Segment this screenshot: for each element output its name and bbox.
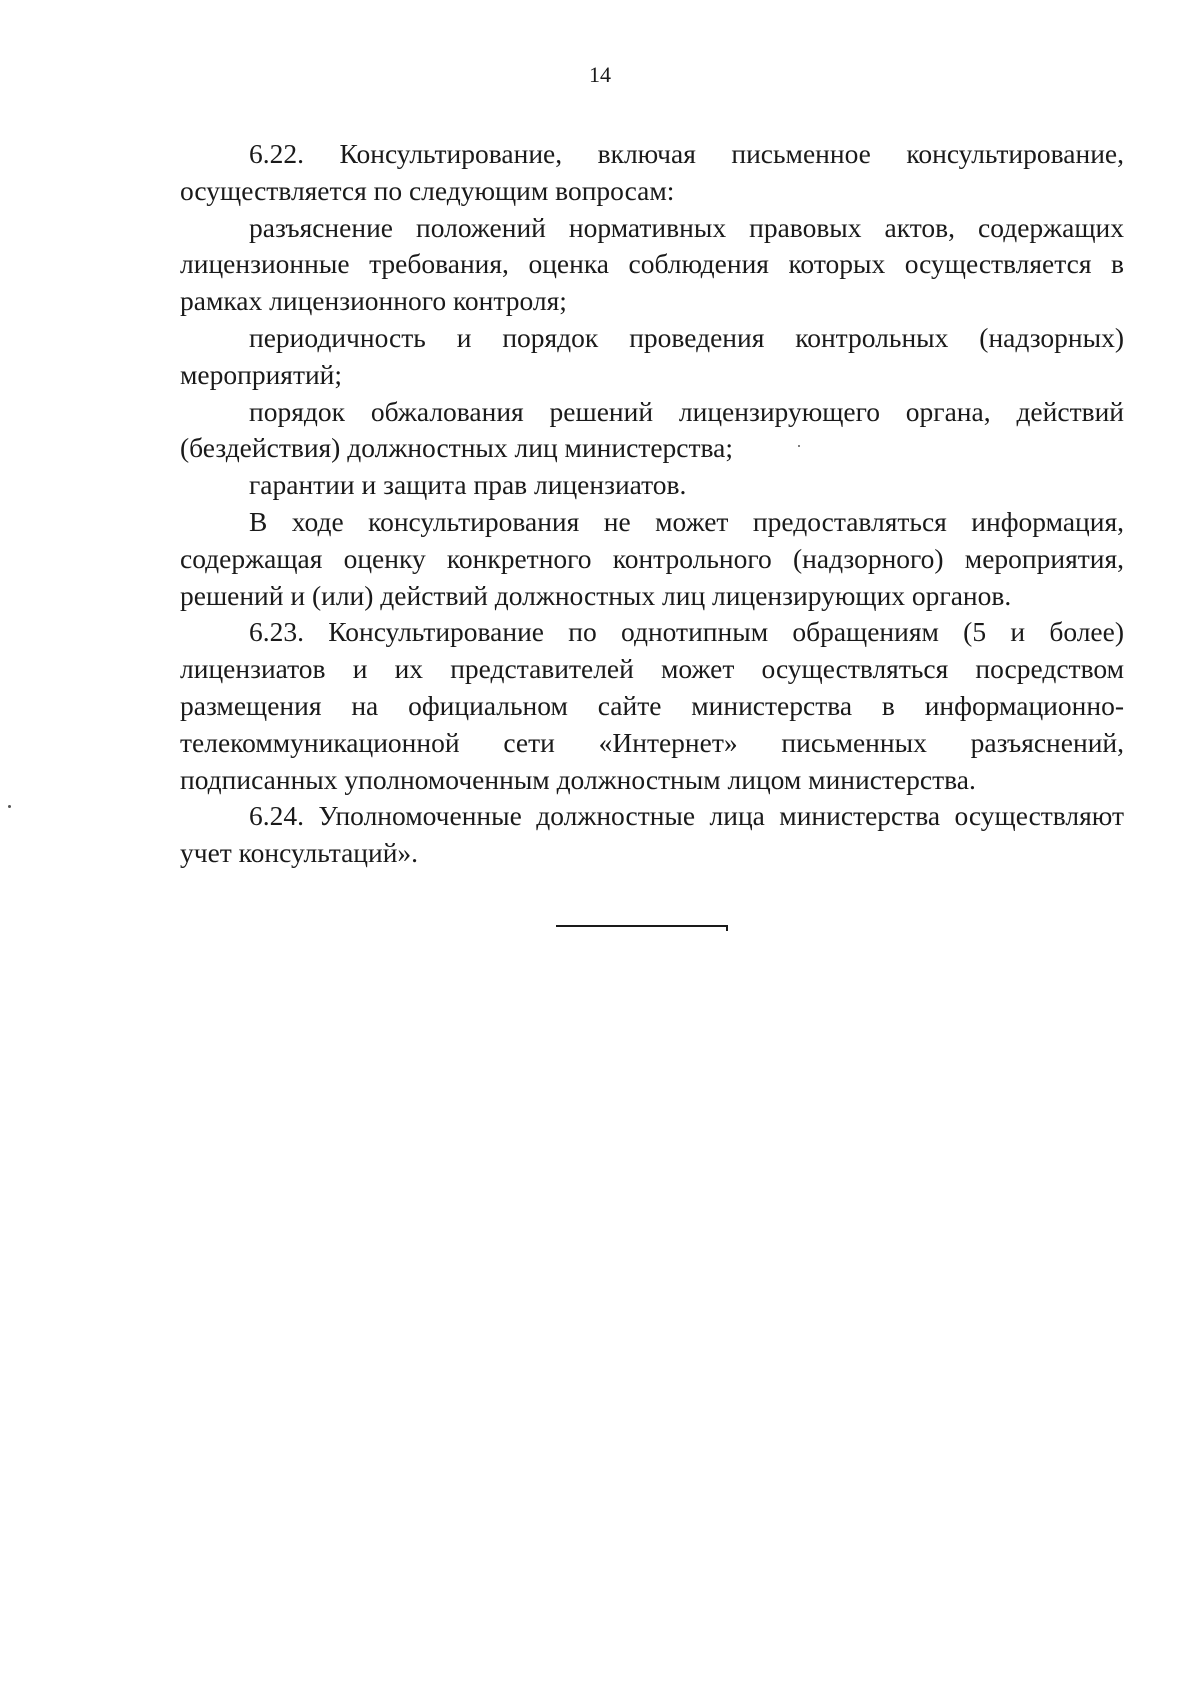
list-item-periodicity: периодичность и порядок проведения контрольных (надзорных) мероприятий;	[180, 321, 1124, 390]
paragraph-6-24: 6.24. Уполномоченные должностные лица министерства осуществляют учет консультаций».	[180, 800, 1124, 869]
end-of-text-rule	[556, 925, 728, 927]
document-body	[180, 136, 1124, 872]
list-item-guarantees: гарантии и защита прав лицензиатов.	[249, 469, 687, 501]
scan-speck	[8, 805, 11, 808]
scan-speck	[798, 445, 800, 447]
list-item-appeal-procedure: порядок обжалования решений лицензирующего органа, действий (бездействия) должностных лиц министерства;	[180, 395, 1124, 464]
page-number: 14	[589, 62, 611, 87]
list-item-clarification: разъяснение положений нормативных правовых актов, содержащих лицензионные требования, оценка соблюдения которых осуществляется в рамках лицензионного контроля;	[180, 211, 1124, 317]
paragraph-6-22: 6.22. Консультирование, включая письменное консультирование, осуществляется по следующим вопросам:	[180, 138, 1124, 206]
paragraph-6-23: 6.23. Консультирование по однотипным обращениям (5 и более) лицензиатов и их представителей может осуществляться посредством размещения на официальном сайте министерства в информационно-телекоммуникационной сети «Интернет» письменных разъяснений, подписанных уполномоченным должностным лицом министерства.	[180, 616, 1124, 795]
paragraph-consultation-limits: В ходе консультирования не может предоставляться информация, содержащая оценку конкретного контрольного (надзорного) мероприятия, решений и (или) действий должностных лиц лицензирующих органов.	[180, 505, 1124, 611]
